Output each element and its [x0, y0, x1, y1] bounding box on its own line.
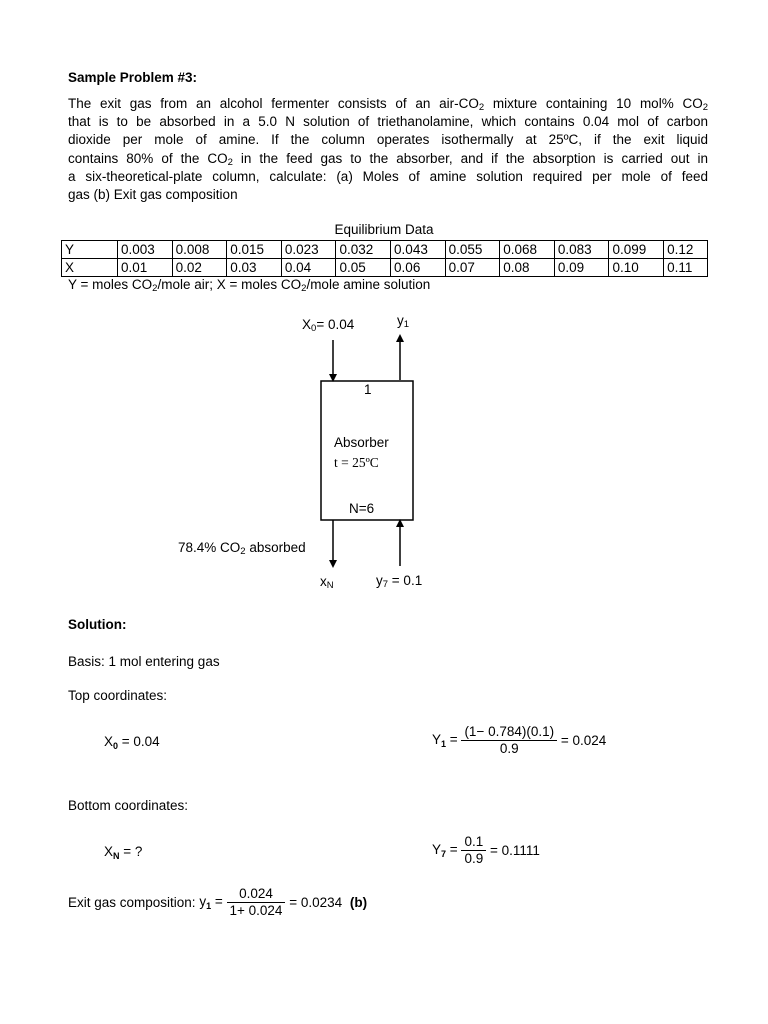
stages-label: N=6 — [349, 501, 375, 516]
y1-fraction: $\frac{(1- 0.784)(0.1)}{0.9}$ — [461, 724, 557, 757]
exit-gas-equation: Exit gas composition: $y_1$ = $\frac{0.024}{1+ 0.024}$ = 0.0234 (b) — [68, 886, 368, 918]
table-cell: 0.06 — [391, 259, 446, 277]
basis-text: Basis: 1 mol entering gas — [68, 654, 220, 669]
temperature-label: t = 25ºC — [334, 455, 379, 470]
table-legend: Y = moles $CO_2$/mole air; X = moles $CO_2$/mole amine solution — [68, 277, 431, 294]
x0-label: $X_0= 0.04$ — [302, 317, 355, 334]
equilibrium-caption: Equilibrium Data — [334, 222, 434, 237]
table-cell: 0.11 — [664, 259, 708, 277]
problem-line-6: gas (b) Exit gas composition — [68, 187, 238, 203]
table-cell: 0.03 — [227, 259, 282, 277]
table-cell: 0.015 — [227, 241, 282, 259]
table-cell: 0.12 — [664, 241, 708, 259]
stage-top-label: 1 — [364, 382, 372, 397]
table-cell: 0.08 — [500, 259, 555, 277]
y7-label: $y_7 = 0.1$ — [376, 573, 423, 590]
absorber-label: Absorber — [334, 435, 389, 450]
absorbed-label: 78.4% $CO_2$ absorbed — [178, 540, 306, 557]
table-cell: 0.023 — [281, 241, 336, 259]
top-coordinates-label: Top coordinates: — [68, 688, 168, 703]
table-cell: 0.099 — [609, 241, 664, 259]
table-cell: 0.01 — [118, 259, 173, 277]
table-cell: 0.008 — [172, 241, 227, 259]
problem-line-5: a six-theoretical-plate column, calculate: (a) Moles of amine solution required per mole of feed — [68, 168, 708, 184]
table-cell: 0.055 — [445, 241, 500, 259]
y1-label: $y_1$ — [397, 313, 410, 330]
table-cell: X — [62, 259, 118, 277]
x0-equation: $X_0 = 0.04$ — [104, 734, 160, 751]
solution-title: Solution: — [68, 617, 127, 632]
xn-label: $x_N$ — [320, 574, 334, 591]
table-cell: 0.032 — [336, 241, 391, 259]
table-cell: 0.04 — [281, 259, 336, 277]
problem-line-4: contains 80% of the $CO_2$ in the feed gas to the absorber, and if the absorption is carried out in — [68, 150, 708, 168]
table-cell: 0.07 — [445, 259, 500, 277]
table-cell: 0.10 — [609, 259, 664, 277]
problem-line-1: The exit gas from an alcohol fermenter consists of an air-$CO_2$ mixture containing 10 mol% $CO_2$ — [68, 96, 708, 113]
problem-line-2: that is to be absorbed in a 5.0 N solution of triethanolamine, which contains 0.04 mol of carbon — [68, 114, 708, 130]
table-cell: 0.043 — [391, 241, 446, 259]
y7-equation: $Y_7$ = $\frac{0.1}{0.9}$ = 0.1111 — [432, 834, 540, 866]
y7-fraction: $\frac{0.1}{0.9}$ — [461, 834, 486, 867]
table-cell: Y — [62, 241, 118, 259]
y1-equation: $Y_1$ = $\frac{(1- 0.784)(0.1)}{0.9}$ = 0.024 — [432, 724, 607, 756]
table-cell: 0.083 — [554, 241, 609, 259]
table-cell: 0.003 — [118, 241, 173, 259]
exit-fraction: $\frac{0.024}{1+ 0.024}$ — [227, 886, 286, 919]
bottom-coordinates-label: Bottom coordinates: — [68, 798, 189, 813]
table-cell: 0.05 — [336, 259, 391, 277]
xn-equation: $X_N$ = ? — [104, 844, 143, 861]
table-cell: 0.09 — [554, 259, 609, 277]
problem-title: Sample Problem #3: — [68, 70, 198, 85]
table-cell: 0.02 — [172, 259, 227, 277]
problem-line-3: dioxide per mole of amine. If the column operates isothermally at 25ºC, if the exit liquid — [68, 132, 708, 148]
table-cell: 0.068 — [500, 241, 555, 259]
absorber-column — [321, 381, 413, 520]
